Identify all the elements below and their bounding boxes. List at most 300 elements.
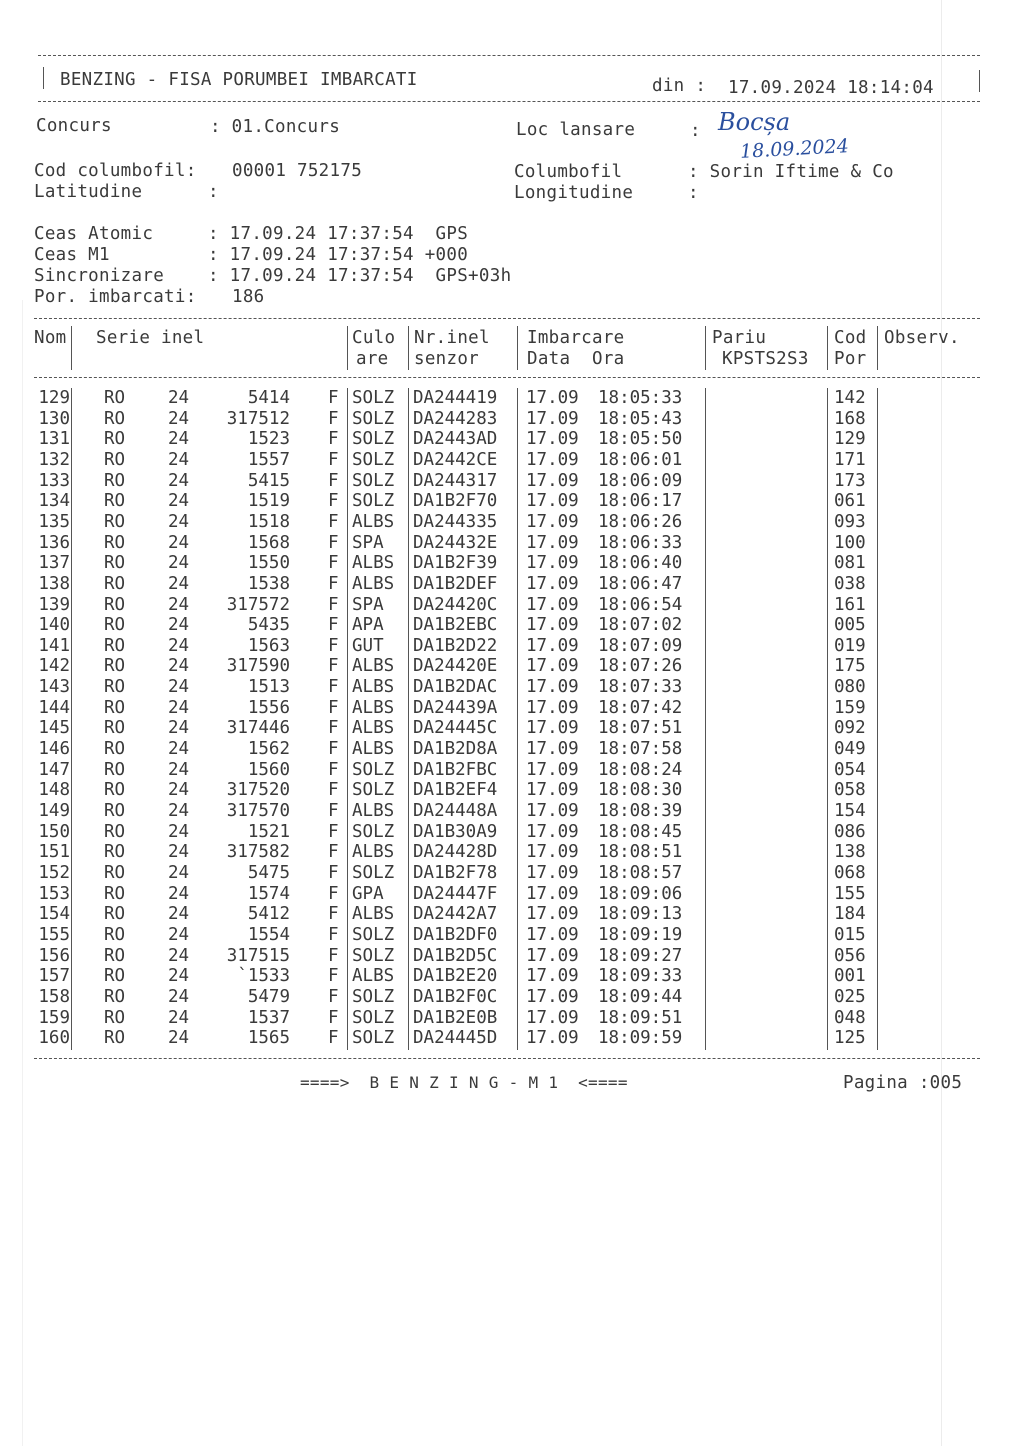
cell-data: 17.09 (526, 1028, 579, 1049)
cell-cod: 155 (834, 883, 866, 904)
cell-an: 24 (168, 759, 190, 780)
table-row (0, 842, 1024, 863)
loc-lansare-colon: : (690, 121, 701, 141)
table-row (0, 388, 1024, 409)
cell-tara: RO (104, 759, 126, 780)
cell-nr: 137 (38, 553, 70, 574)
cell-data: 17.09 (526, 780, 579, 801)
cell-an: 24 (168, 780, 190, 801)
cell-sex: F (328, 677, 339, 698)
cell-nr: 151 (38, 842, 70, 863)
cell-data: 17.09 (526, 718, 579, 739)
col-header-imbarcare: Imbarcare (527, 328, 625, 348)
cod-columbofil-value: 00001 752175 (232, 161, 363, 181)
cell-an: 24 (168, 739, 190, 760)
col-header-nr-inel: Nr.inel (414, 328, 490, 348)
handwritten-date: 18.09.2024 (739, 135, 850, 163)
cell-inel: 1550 (247, 553, 290, 574)
cell-nr: 138 (38, 573, 70, 594)
table-row (0, 533, 1024, 554)
cell-data: 17.09 (526, 635, 579, 656)
cell-ora: 18:05:43 (598, 408, 683, 429)
cell-senzor: DA24448A (413, 801, 498, 821)
cell-sex: F (328, 801, 339, 821)
cell-tara: RO (104, 986, 126, 1007)
cell-ora: 18:09:33 (598, 966, 683, 987)
cell-senzor: DA1B2DEF (413, 573, 498, 594)
cell-culoare: ALBS (352, 677, 395, 698)
ceas-atomic-value: : 17.09.24 17:37:54 GPS (208, 224, 469, 244)
cell-inel: 1521 (247, 821, 290, 842)
concurs-label: Concurs (36, 116, 112, 136)
cell-inel: 317512 (226, 408, 290, 429)
cell-nr: 130 (38, 408, 70, 429)
cell-culoare: SOLZ (352, 821, 395, 842)
cell-inel: 317590 (226, 656, 290, 677)
cell-cod: 005 (834, 615, 866, 636)
cell-cod: 161 (834, 594, 866, 615)
cell-data: 17.09 (526, 408, 579, 429)
cell-data: 17.09 (526, 883, 579, 904)
table-row (0, 512, 1024, 533)
cell-cod: 171 (834, 449, 866, 470)
cell-an: 24 (168, 986, 190, 1007)
cell-an: 24 (168, 924, 190, 945)
cell-ora: 18:05:33 (598, 388, 683, 408)
cell-inel: 5479 (247, 986, 290, 1007)
por-imbarcati-value: 186 (232, 287, 265, 307)
cell-data: 17.09 (526, 821, 579, 842)
table-row (0, 615, 1024, 636)
cell-inel: 1563 (247, 635, 290, 656)
cell-culoare: SOLZ (352, 1028, 395, 1049)
cell-ora: 18:08:51 (598, 842, 683, 863)
cell-an: 24 (168, 1028, 190, 1049)
cell-cod: 138 (834, 842, 866, 863)
cell-inel: 5435 (247, 615, 290, 636)
col-header-pariu: Pariu (712, 328, 767, 348)
cell-culoare: APA (352, 615, 384, 636)
cell-an: 24 (168, 573, 190, 594)
cell-nr: 160 (38, 1028, 70, 1049)
cell-sex: F (328, 615, 339, 636)
cell-tara: RO (104, 883, 126, 904)
cell-ora: 18:08:39 (598, 801, 683, 821)
cell-culoare: SPA (352, 594, 384, 615)
cell-an: 24 (168, 821, 190, 842)
cell-ora: 18:09:13 (598, 904, 683, 925)
print-date-label: din : (652, 76, 707, 96)
cell-an: 24 (168, 677, 190, 698)
cell-inel: 1562 (247, 739, 290, 760)
cell-an: 24 (168, 697, 190, 718)
cell-culoare: SOLZ (352, 470, 395, 491)
table-row (0, 884, 1024, 905)
cell-senzor: DA1B2F39 (413, 553, 498, 574)
cell-nr: 145 (38, 718, 70, 739)
cell-sex: F (328, 594, 339, 615)
cell-cod: 015 (834, 924, 866, 945)
cell-senzor: DA244283 (413, 408, 498, 429)
cell-data: 17.09 (526, 904, 579, 925)
cell-culoare: GUT (352, 635, 384, 656)
cell-inel: 317572 (226, 594, 290, 615)
columbofil-label: Columbofil (514, 162, 623, 182)
table-row (0, 966, 1024, 987)
cell-tara: RO (104, 656, 126, 677)
cell-an: 24 (168, 862, 190, 883)
cell-nr: 159 (38, 1007, 70, 1028)
handwritten-location: Bocșa (718, 108, 791, 136)
cell-ora: 18:09:59 (598, 1028, 683, 1049)
column-separator (347, 326, 348, 370)
cell-senzor: DA1B2F70 (413, 491, 498, 512)
header-right-border (979, 70, 980, 92)
table-row (0, 925, 1024, 946)
col-header-serie: Serie inel (96, 328, 205, 348)
cell-nr: 157 (38, 966, 70, 987)
cell-tara: RO (104, 697, 126, 718)
cell-senzor: DA1B2FBC (413, 759, 498, 780)
cell-culoare: SOLZ (352, 491, 395, 512)
cell-senzor: DA244335 (413, 511, 498, 532)
cell-senzor: DA1B30A9 (413, 821, 498, 842)
cell-data: 17.09 (526, 449, 579, 470)
cell-sex: F (328, 945, 339, 966)
cell-cod: 081 (834, 553, 866, 574)
cell-data: 17.09 (526, 801, 579, 821)
table-row (0, 801, 1024, 822)
cell-culoare: SOLZ (352, 924, 395, 945)
cell-sex: F (328, 780, 339, 801)
column-separator (71, 326, 72, 370)
table-bottom-rule (34, 1058, 980, 1059)
cell-ora: 18:06:01 (598, 449, 683, 470)
cell-inel: 317570 (226, 801, 290, 821)
cell-senzor: DA24420C (413, 594, 498, 615)
cell-data: 17.09 (526, 862, 579, 883)
cell-cod: 159 (834, 697, 866, 718)
table-row (0, 553, 1024, 574)
cell-senzor: DA1B2D22 (413, 635, 498, 656)
cell-tara: RO (104, 821, 126, 842)
cell-inel: `1533 (237, 966, 290, 987)
cell-inel: 5414 (247, 388, 290, 408)
cell-cod: 058 (834, 780, 866, 801)
ceas-m1-value: : 17.09.24 17:37:54 +000 (208, 245, 469, 265)
cell-tara: RO (104, 573, 126, 594)
cell-sex: F (328, 449, 339, 470)
page-number: Pagina :005 (843, 1073, 963, 1093)
cell-senzor: DA1B2D5C (413, 945, 498, 966)
column-separator (827, 326, 828, 370)
cell-ora: 18:09:44 (598, 986, 683, 1007)
cell-sex: F (328, 862, 339, 883)
cell-cod: 054 (834, 759, 866, 780)
cell-tara: RO (104, 553, 126, 574)
cell-data: 17.09 (526, 656, 579, 677)
cell-tara: RO (104, 718, 126, 739)
cell-tara: RO (104, 801, 126, 821)
cell-ora: 18:09:27 (598, 945, 683, 966)
table-row (0, 656, 1024, 677)
ceas-atomic-label: Ceas Atomic (34, 224, 154, 244)
cell-nr: 158 (38, 986, 70, 1007)
cell-sex: F (328, 986, 339, 1007)
cell-nr: 132 (38, 449, 70, 470)
cell-ora: 18:07:02 (598, 615, 683, 636)
cell-sex: F (328, 759, 339, 780)
column-separator (408, 326, 409, 370)
cell-nr: 134 (38, 491, 70, 512)
cell-nr: 154 (38, 904, 70, 925)
table-row (0, 677, 1024, 698)
cell-senzor: DA1B2F78 (413, 862, 498, 883)
col-header-cod: Cod (834, 328, 867, 348)
cell-ora: 18:06:17 (598, 491, 683, 512)
sincronizare-value: : 17.09.24 17:37:54 GPS+03h (208, 266, 512, 286)
cell-senzor: DA24420E (413, 656, 498, 677)
cell-cod: 080 (834, 677, 866, 698)
cell-inel: 1513 (247, 677, 290, 698)
cell-inel: 5412 (247, 904, 290, 925)
cell-culoare: ALBS (352, 842, 395, 863)
cell-data: 17.09 (526, 594, 579, 615)
cell-culoare: ALBS (352, 739, 395, 760)
cell-cod: 173 (834, 470, 866, 491)
cell-sex: F (328, 532, 339, 553)
cell-data: 17.09 (526, 1007, 579, 1028)
cell-an: 24 (168, 801, 190, 821)
cell-cod: 125 (834, 1028, 866, 1049)
cell-nr: 136 (38, 532, 70, 553)
cell-an: 24 (168, 532, 190, 553)
cell-sex: F (328, 697, 339, 718)
cell-ora: 18:06:33 (598, 532, 683, 553)
cell-culoare: ALBS (352, 718, 395, 739)
column-separator (705, 326, 706, 370)
cell-ora: 18:08:45 (598, 821, 683, 842)
cell-culoare: SOLZ (352, 429, 395, 450)
cell-sex: F (328, 408, 339, 429)
sincronizare-label: Sincronizare (34, 266, 165, 286)
col-header-pariu-2: KPSTS2S3 (722, 349, 809, 369)
cell-senzor: DA24445C (413, 718, 498, 739)
cell-senzor: DA1B2E0B (413, 1007, 498, 1028)
cell-senzor: DA244317 (413, 470, 498, 491)
cell-tara: RO (104, 470, 126, 491)
cell-an: 24 (168, 635, 190, 656)
cell-an: 24 (168, 945, 190, 966)
cell-cod: 129 (834, 429, 866, 450)
cell-cod: 184 (834, 904, 866, 925)
cell-culoare: SOLZ (352, 986, 395, 1007)
cell-sex: F (328, 718, 339, 739)
cell-senzor: DA24428D (413, 842, 498, 863)
cell-culoare: ALBS (352, 656, 395, 677)
cell-inel: 1565 (247, 1028, 290, 1049)
cell-cod: 142 (834, 388, 866, 408)
table-top-rule (34, 318, 980, 319)
cell-cod: 154 (834, 801, 866, 821)
cell-inel: 1554 (247, 924, 290, 945)
cell-ora: 18:08:57 (598, 862, 683, 883)
cell-nr: 149 (38, 801, 70, 821)
cell-sex: F (328, 966, 339, 987)
cell-inel: 1568 (247, 532, 290, 553)
cell-an: 24 (168, 470, 190, 491)
cell-inel: 1537 (247, 1007, 290, 1028)
cell-inel: 1523 (247, 429, 290, 450)
cell-nr: 156 (38, 945, 70, 966)
cell-tara: RO (104, 491, 126, 512)
cell-an: 24 (168, 883, 190, 904)
cell-data: 17.09 (526, 573, 579, 594)
cell-data: 17.09 (526, 553, 579, 574)
loc-lansare-label: Loc lansare (516, 120, 636, 140)
cell-ora: 18:08:24 (598, 759, 683, 780)
cell-cod: 001 (834, 966, 866, 987)
cell-inel: 317446 (226, 718, 290, 739)
cell-data: 17.09 (526, 491, 579, 512)
footer-banner: ====> B E N Z I N G - M 1 <==== (300, 1073, 628, 1092)
cell-cod: 061 (834, 491, 866, 512)
table-row (0, 1028, 1024, 1049)
cell-inel: 1556 (247, 697, 290, 718)
cell-data: 17.09 (526, 511, 579, 532)
cell-sex: F (328, 573, 339, 594)
col-header-culoare-2: are (356, 349, 389, 369)
cell-cod: 175 (834, 656, 866, 677)
cell-cod: 019 (834, 635, 866, 656)
cell-senzor: DA1B2EBC (413, 615, 498, 636)
cell-nr: 153 (38, 883, 70, 904)
cell-cod: 100 (834, 532, 866, 553)
cell-sex: F (328, 821, 339, 842)
cell-cod: 168 (834, 408, 866, 429)
cell-ora: 18:07:58 (598, 739, 683, 760)
cell-sex: F (328, 491, 339, 512)
cell-culoare: SOLZ (352, 449, 395, 470)
cell-senzor: DA244419 (413, 388, 498, 408)
cell-nr: 147 (38, 759, 70, 780)
cell-data: 17.09 (526, 986, 579, 1007)
table-row (0, 904, 1024, 925)
cell-inel: 1519 (247, 491, 290, 512)
table-row (0, 429, 1024, 450)
ceas-m1-label: Ceas M1 (34, 245, 110, 265)
cell-sex: F (328, 511, 339, 532)
cell-nr: 150 (38, 821, 70, 842)
concurs-value: : 01.Concurs (210, 117, 341, 137)
table-row (0, 760, 1024, 781)
cell-sex: F (328, 924, 339, 945)
cell-cod: 056 (834, 945, 866, 966)
cell-inel: 1538 (247, 573, 290, 594)
header-left-border (43, 67, 44, 89)
cell-senzor: DA24432E (413, 532, 498, 553)
cell-cod: 092 (834, 718, 866, 739)
cell-data: 17.09 (526, 677, 579, 698)
cell-ora: 18:07:51 (598, 718, 683, 739)
cell-data: 17.09 (526, 388, 579, 408)
cell-senzor: DA2442CE (413, 449, 498, 470)
cell-culoare: ALBS (352, 573, 395, 594)
cell-an: 24 (168, 408, 190, 429)
cell-cod: 025 (834, 986, 866, 1007)
cell-tara: RO (104, 532, 126, 553)
cell-nr: 143 (38, 677, 70, 698)
cell-culoare: ALBS (352, 553, 395, 574)
cell-data: 17.09 (526, 945, 579, 966)
cell-nr: 129 (38, 388, 70, 408)
cell-culoare: ALBS (352, 966, 395, 987)
cell-ora: 18:06:47 (598, 573, 683, 594)
cell-sex: F (328, 429, 339, 450)
cell-data: 17.09 (526, 842, 579, 863)
table-row (0, 780, 1024, 801)
cell-ora: 18:07:33 (598, 677, 683, 698)
cell-an: 24 (168, 615, 190, 636)
cell-ora: 18:08:30 (598, 780, 683, 801)
cell-tara: RO (104, 677, 126, 698)
cell-nr: 139 (38, 594, 70, 615)
cell-tara: RO (104, 1028, 126, 1049)
table-row (0, 698, 1024, 719)
col-header-nom: Nom (34, 328, 67, 348)
cell-nr: 141 (38, 635, 70, 656)
header-top-rule (38, 55, 980, 56)
cell-sex: F (328, 904, 339, 925)
cell-sex: F (328, 635, 339, 656)
cell-sex: F (328, 883, 339, 904)
cell-an: 24 (168, 966, 190, 987)
cell-nr: 148 (38, 780, 70, 801)
cell-tara: RO (104, 862, 126, 883)
cell-tara: RO (104, 408, 126, 429)
cell-cod: 086 (834, 821, 866, 842)
cell-senzor: DA24445D (413, 1028, 498, 1049)
cell-sex: F (328, 1028, 339, 1049)
cell-ora: 18:09:51 (598, 1007, 683, 1028)
cell-nr: 152 (38, 862, 70, 883)
longitudine-colon: : (688, 183, 699, 203)
cell-ora: 18:07:42 (598, 697, 683, 718)
col-header-observ: Observ. (884, 328, 960, 348)
cell-ora: 18:06:54 (598, 594, 683, 615)
por-imbarcati-label: Por. imbarcati: (34, 287, 197, 307)
table-row (0, 946, 1024, 967)
cell-sex: F (328, 388, 339, 408)
table-row (0, 595, 1024, 616)
cell-sex: F (328, 553, 339, 574)
table-row (0, 450, 1024, 471)
cell-culoare: SOLZ (352, 945, 395, 966)
cell-data: 17.09 (526, 739, 579, 760)
cell-nr: 140 (38, 615, 70, 636)
cell-ora: 18:09:06 (598, 883, 683, 904)
cell-nr: 133 (38, 470, 70, 491)
cell-senzor: DA1B2D8A (413, 739, 498, 760)
cell-an: 24 (168, 842, 190, 863)
cell-inel: 5415 (247, 470, 290, 491)
header-bottom-rule (38, 101, 980, 102)
cell-culoare: GPA (352, 883, 384, 904)
cell-culoare: SOLZ (352, 862, 395, 883)
table-row (0, 409, 1024, 430)
cell-tara: RO (104, 615, 126, 636)
cell-nr: 135 (38, 511, 70, 532)
